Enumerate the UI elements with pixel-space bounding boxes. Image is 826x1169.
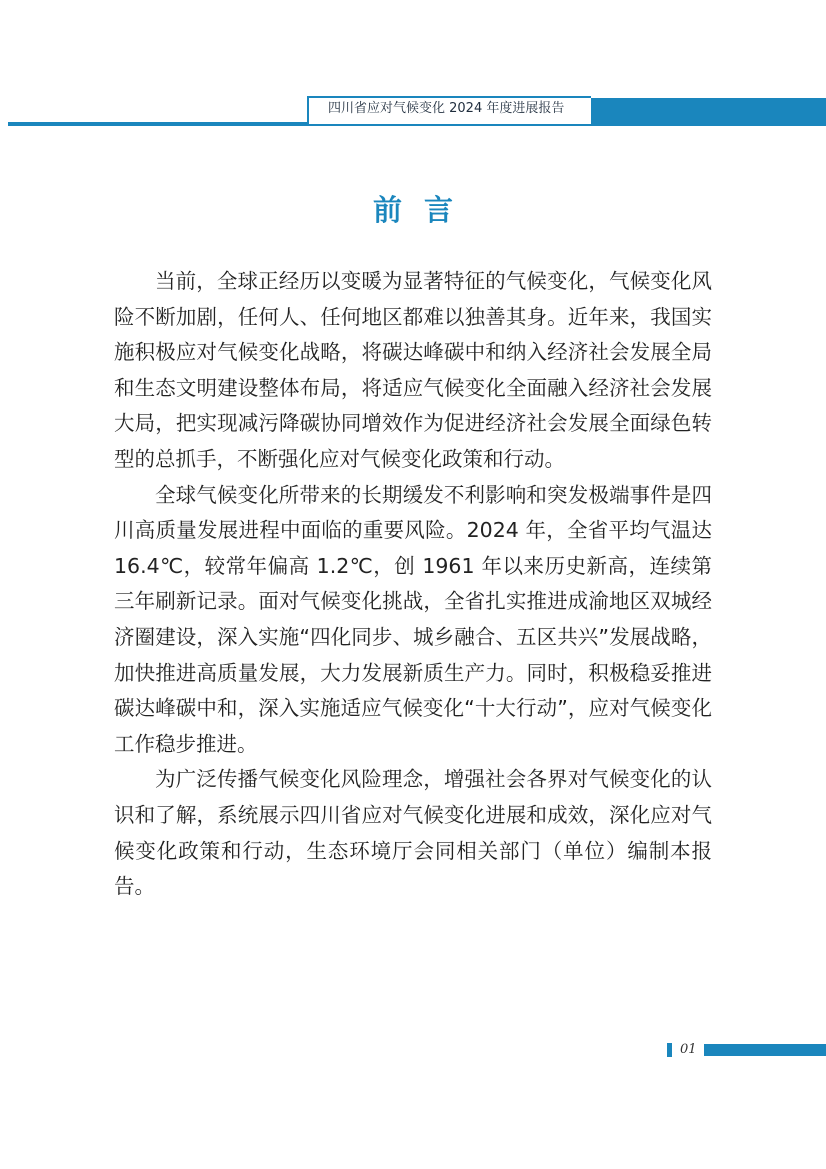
footer-accent-bar — [704, 1044, 826, 1056]
preface-paragraph-1: 当前，全球正经历以变暖为显著特征的气候变化，气候变化风险不断加剧，任何人、任何地区都难以独善其身。近年来，我国实施积极应对气候变化战略，将碳达峰碳中和纳入经济社会发展全局和生态文明建设整体布局，将适应气候变化全面融入经济社会发展大局，把实现减污降碳协同增效作为促进经济社会发展全面绿色转型的总抓手，不断强化应对气候变化政策和行动。 — [114, 269, 712, 471]
report-header-title: 四川省应对气候变化 2024 年度进展报告 — [328, 101, 565, 116]
preface-paragraph-3: 为广泛传播气候变化风险理念，增强社会各界对气候变化的认识和了解，系统展示四川省应对气候变化进展和成效，深化应对气候变化政策和行动，生态环境厅会同相关部门（单位）编制本报告。 — [114, 767, 712, 899]
page-number: 01 — [680, 1042, 697, 1057]
page-number-marker — [667, 1043, 672, 1057]
header-accent-block — [591, 98, 826, 124]
preface-body — [114, 264, 712, 905]
preface-paragraph-2: 全球气候变化所带来的长期缓发不利影响和突发极端事件是四川高质量发展进程中面临的重要风险。2024 年，全省平均气温达 16.4℃，较常年偏高 1.2℃，创 1961 年以来历史新高，连续第三年刷新记录。面对气候变化挑战，全省扎实推进成渝地区双城经济圈建设，深入实施“四化同步、城乡融合、五区共兴”发展战略，加快推进高质量发展，大力发展新质生产力。同时，积极稳妥推进碳达峰碳中和，深入实施适应气候变化“十大行动”，应对气候变化工作稳步推进。 — [114, 482, 712, 756]
preface-heading: 前言 — [372, 193, 475, 227]
